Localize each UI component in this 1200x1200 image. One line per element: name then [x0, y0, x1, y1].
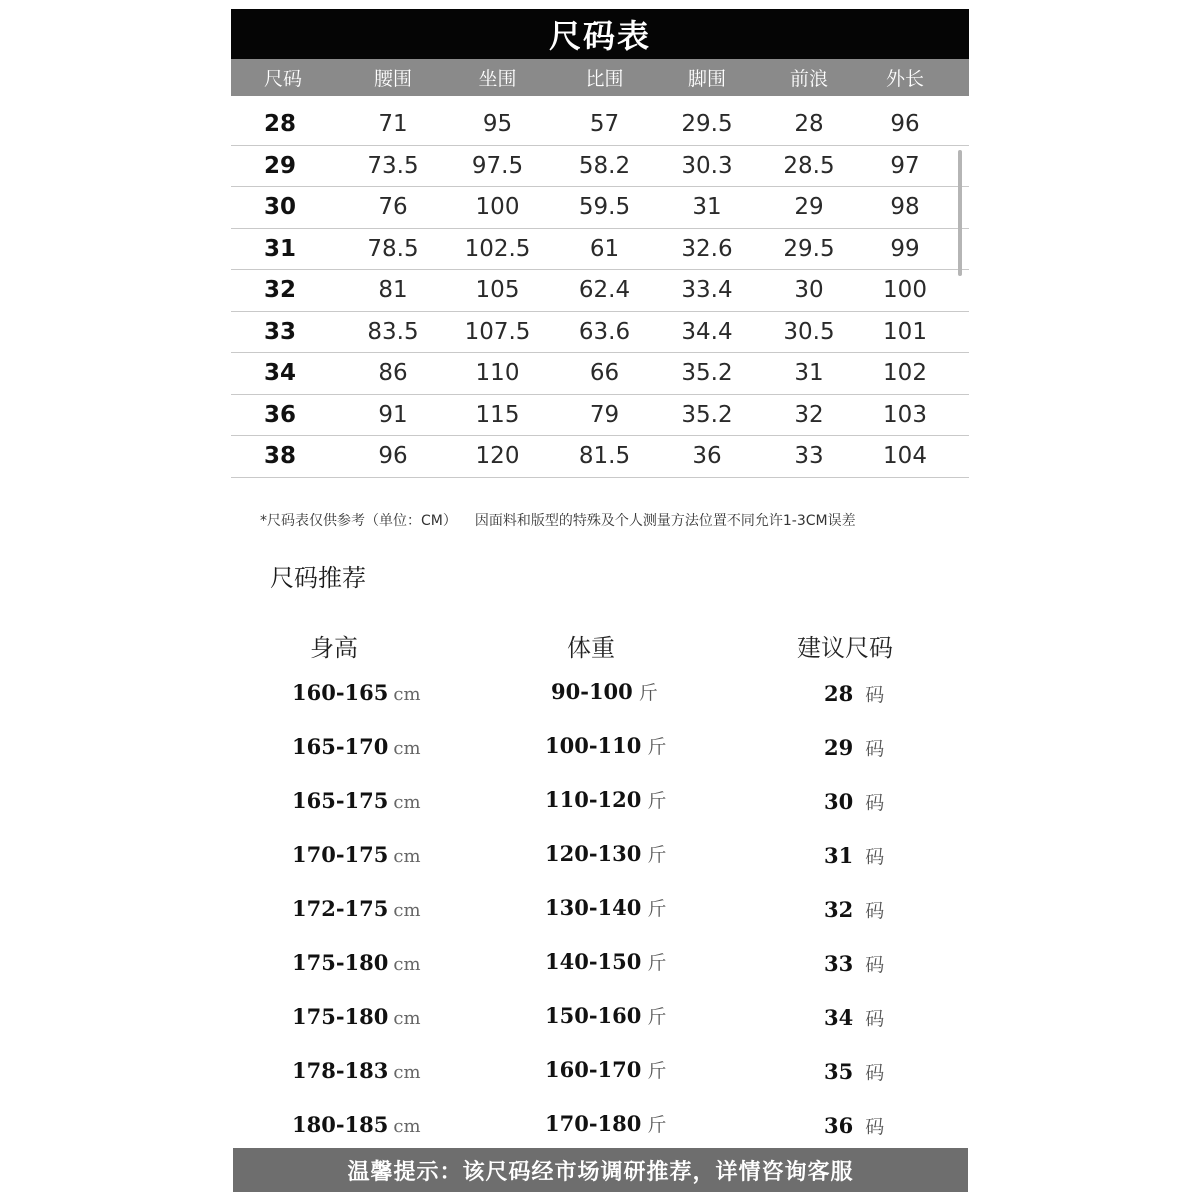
height-unit: cm — [393, 738, 421, 759]
height-range: 175-180 — [292, 1004, 389, 1029]
cell-thigh: 57 — [589, 111, 620, 138]
cell-outseam: 101 — [883, 318, 927, 345]
cell-hip: 105 — [475, 277, 520, 304]
cell-thigh: 62.4 — [578, 277, 631, 304]
height-unit: cm — [393, 954, 421, 975]
cell-thigh: 58.2 — [578, 152, 631, 179]
size-chart-header-row — [231, 59, 969, 96]
recommendation-size — [824, 1112, 884, 1139]
size-value: 34 — [824, 1005, 854, 1030]
table-row — [231, 270, 969, 312]
weight-range: 160-170 — [545, 1057, 642, 1082]
recommendation-weight — [551, 678, 658, 705]
cell-thigh: 59.5 — [578, 194, 631, 221]
table-row — [231, 146, 969, 188]
weight-range: 120-130 — [545, 841, 642, 866]
cell-hip: 102.5 — [464, 235, 531, 262]
cell-outseam: 100 — [883, 277, 927, 304]
cell-size: 36 — [264, 401, 297, 428]
size-value: 30 — [824, 789, 854, 814]
size-unit: 码 — [865, 846, 885, 868]
cell-front-rise: 33 — [794, 443, 824, 470]
size-value: 29 — [824, 735, 854, 760]
header-hip: 坐围 — [478, 68, 517, 90]
recommendation-size — [824, 842, 884, 869]
cell-leg-opening: 31 — [692, 194, 722, 221]
weight-range: 110-120 — [545, 787, 642, 812]
height-range: 160-165 — [292, 680, 389, 705]
cell-waist: 83.5 — [367, 318, 419, 345]
height-range: 170-175 — [292, 842, 389, 867]
size-value: 32 — [824, 897, 854, 922]
height-range: 165-170 — [292, 734, 389, 759]
height-unit: cm — [393, 792, 421, 813]
cell-outseam: 99 — [890, 235, 920, 262]
recommendation-weight — [545, 894, 666, 921]
header-waist: 腰围 — [373, 68, 412, 90]
cell-thigh: 66 — [589, 360, 620, 387]
cell-leg-opening: 33.4 — [681, 277, 733, 304]
cell-outseam: 102 — [883, 360, 927, 387]
height-unit: cm — [393, 1062, 421, 1083]
recommendation-weight — [545, 1056, 666, 1083]
table-row — [231, 187, 969, 229]
size-unit: 码 — [865, 738, 885, 760]
weight-unit: 斤 — [647, 898, 667, 920]
recommendation-weight — [545, 948, 666, 975]
recommendation-title: 尺码推荐 — [270, 564, 366, 592]
cell-waist: 86 — [378, 360, 408, 387]
recommendation-height — [292, 788, 421, 813]
weight-unit: 斤 — [638, 682, 658, 704]
recommendation-size — [824, 734, 884, 761]
weight-range: 140-150 — [545, 949, 642, 974]
cell-front-rise: 28.5 — [783, 152, 835, 179]
recommendation-weight — [545, 732, 666, 759]
size-value: 28 — [824, 681, 854, 706]
height-range: 172-175 — [292, 896, 389, 921]
recommendation-weight — [545, 786, 666, 813]
weight-range: 150-160 — [545, 1003, 642, 1028]
height-unit: cm — [393, 1116, 421, 1137]
table-row — [231, 395, 969, 437]
cell-size: 38 — [264, 443, 297, 470]
cell-size: 32 — [264, 277, 297, 304]
height-unit: cm — [393, 846, 421, 867]
height-range: 178-183 — [292, 1058, 389, 1083]
cell-waist: 96 — [378, 443, 408, 470]
cell-waist: 71 — [378, 111, 408, 138]
weight-unit: 斤 — [647, 952, 667, 974]
size-value: 33 — [824, 951, 854, 976]
cell-size: 31 — [264, 235, 297, 262]
recommendation-size — [824, 896, 884, 923]
recommendation-size — [824, 680, 884, 707]
height-unit: cm — [393, 684, 421, 705]
cell-size: 33 — [264, 318, 297, 345]
cell-leg-opening: 30.3 — [681, 152, 733, 179]
size-unit: 码 — [865, 1062, 885, 1084]
cell-hip: 115 — [475, 401, 520, 428]
note-tolerance: 因面料和版型的特殊及个人测量方法位置不同允许1-3CM误差 — [474, 513, 856, 529]
recommendation-height — [292, 950, 421, 975]
weight-range: 170-180 — [545, 1111, 642, 1136]
weight-unit: 斤 — [647, 790, 667, 812]
recommendation-size — [824, 950, 884, 977]
recommendation-weight — [545, 840, 666, 867]
cell-leg-opening: 29.5 — [681, 111, 733, 138]
recommendation-weight — [545, 1110, 666, 1137]
height-range: 180-185 — [292, 1112, 389, 1137]
weight-unit: 斤 — [647, 1114, 667, 1136]
cell-front-rise: 32 — [794, 401, 824, 428]
cell-outseam: 98 — [890, 194, 920, 221]
cell-waist: 73.5 — [367, 152, 419, 179]
recommendation-height — [292, 680, 421, 705]
size-unit: 码 — [865, 1116, 885, 1138]
cell-outseam: 104 — [883, 443, 927, 470]
cell-leg-opening: 34.4 — [681, 318, 733, 345]
recommendation-height — [292, 1112, 421, 1137]
recommendation-height — [292, 842, 421, 867]
cell-size: 30 — [264, 194, 297, 221]
size-value: 35 — [824, 1059, 854, 1084]
table-row — [231, 436, 969, 478]
weight-unit: 斤 — [647, 844, 667, 866]
cell-thigh: 61 — [589, 235, 620, 262]
cell-leg-opening: 35.2 — [681, 401, 733, 428]
table-row — [231, 353, 969, 395]
cell-thigh: 79 — [589, 401, 620, 428]
note-unit: *尺码表仅供参考（单位：CM） — [260, 513, 457, 529]
cell-outseam: 97 — [890, 152, 920, 179]
cell-waist: 78.5 — [367, 235, 419, 262]
weight-unit: 斤 — [647, 736, 667, 758]
height-unit: cm — [393, 900, 421, 921]
table-row — [231, 229, 969, 271]
cell-hip: 107.5 — [464, 318, 531, 345]
cell-size: 29 — [264, 152, 297, 179]
cell-front-rise: 30.5 — [783, 318, 835, 345]
height-range: 165-175 — [292, 788, 389, 813]
size-unit: 码 — [865, 954, 885, 976]
cell-size: 34 — [264, 360, 297, 387]
cell-hip: 95 — [482, 111, 513, 138]
weight-range: 130-140 — [545, 895, 642, 920]
header-height: 身高 — [310, 634, 358, 662]
cell-hip: 110 — [475, 360, 520, 387]
header-size: 尺码 — [264, 68, 303, 90]
header-thigh: 比围 — [585, 68, 624, 90]
weight-unit: 斤 — [647, 1006, 667, 1028]
cell-front-rise: 29 — [794, 194, 824, 221]
measurement-note — [260, 510, 856, 530]
weight-unit: 斤 — [647, 1060, 667, 1082]
cell-leg-opening: 36 — [692, 443, 722, 470]
cell-front-rise: 31 — [794, 360, 824, 387]
recommendation-size — [824, 788, 884, 815]
cell-outseam: 103 — [883, 401, 927, 428]
table-row — [231, 104, 969, 146]
cell-leg-opening: 35.2 — [681, 360, 733, 387]
size-chart — [231, 9, 969, 478]
size-unit: 码 — [865, 684, 885, 706]
size-unit: 码 — [865, 1008, 885, 1030]
recommendation-height — [292, 896, 421, 921]
cell-outseam: 96 — [890, 111, 920, 138]
cell-waist: 81 — [378, 277, 408, 304]
cell-front-rise: 28 — [794, 111, 824, 138]
recommendation-weight — [545, 1002, 666, 1029]
weight-range: 100-110 — [545, 733, 642, 758]
header-recommended-size: 建议尺码 — [797, 634, 893, 662]
header-front-rise: 前浪 — [789, 68, 828, 90]
cell-front-rise: 30 — [794, 277, 824, 304]
table-row — [231, 312, 969, 354]
recommendation-height — [292, 1004, 421, 1029]
recommendation-height — [292, 1058, 421, 1083]
header-outseam: 外长 — [885, 68, 924, 90]
cell-hip: 100 — [475, 194, 520, 221]
scrollbar-thumb[interactable] — [958, 150, 962, 276]
size-chart-body — [231, 104, 969, 478]
recommendation-height — [292, 734, 421, 759]
header-weight: 体重 — [567, 634, 615, 662]
size-chart-title: 尺码表 — [231, 9, 969, 59]
cell-size: 28 — [264, 111, 297, 138]
cell-waist: 91 — [378, 401, 408, 428]
size-value: 31 — [824, 843, 854, 868]
footer-tip: 温馨提示：该尺码经市场调研推荐，详情咨询客服 — [233, 1148, 968, 1192]
weight-range: 90-100 — [551, 679, 633, 704]
cell-thigh: 81.5 — [578, 443, 631, 470]
cell-hip: 120 — [475, 443, 520, 470]
recommendation-size — [824, 1004, 884, 1031]
cell-waist: 76 — [378, 194, 408, 221]
cell-thigh: 63.6 — [578, 318, 631, 345]
cell-front-rise: 29.5 — [783, 235, 835, 262]
height-range: 175-180 — [292, 950, 389, 975]
cell-hip: 97.5 — [471, 152, 524, 179]
recommendation-size — [824, 1058, 884, 1085]
size-unit: 码 — [865, 792, 885, 814]
header-leg-opening: 脚围 — [687, 68, 726, 90]
size-unit: 码 — [865, 900, 885, 922]
size-value: 36 — [824, 1113, 854, 1138]
cell-leg-opening: 32.6 — [681, 235, 733, 262]
height-unit: cm — [393, 1008, 421, 1029]
